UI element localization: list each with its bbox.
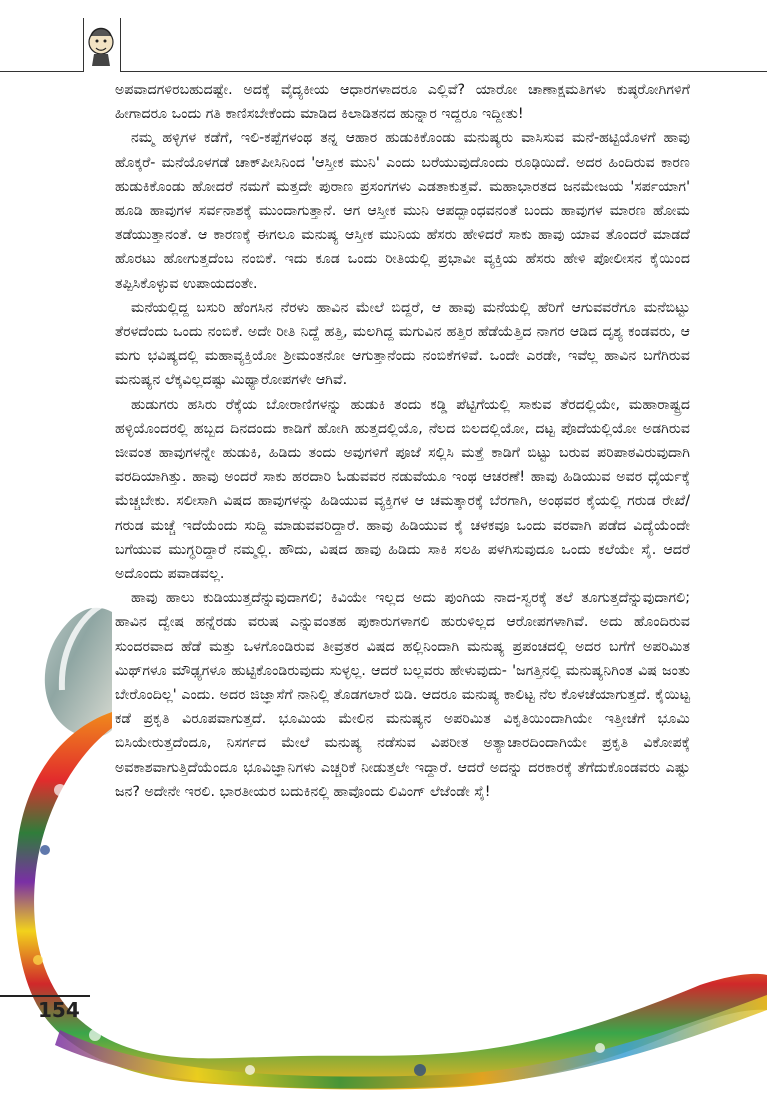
paragraph: ಮನೆಯಲ್ಲಿದ್ದ ಬಸುರಿ ಹೆಂಗಸಿನ ನೆರಳು ಹಾವಿನ ಮೇಲೆ ಬಿದ್ದರೆ, ಆ ಹಾವು ಮನೆಯಲ್ಲಿ ಹೆರಿಗೆ ಆಗುವವರೆಗೂ ಮನೆಬಿಟ್ಟು ತೆರಳದೆಂದು ಒಂದು ನಂಬಿಕೆ. ಅದೇ ರೀತಿ ನಿದ್ದೆ ಹತ್ತಿ, ಮಲಗಿದ್ದ ಮಗುವಿನ ಹತ್ತಿರ ಹೆಡೆಯೆತ್ತಿದ ನಾಗರ ಆಡಿದ ದೃಶ್ಯ ಕಂಡವರು, ಆ ಮಗು ಭವಿಷ್ಯದಲ್ಲಿ ಮಹಾವ್ಯಕ್ತಿಯೋ ಶ್ರೀಮಂತನೋ ಆಗುತ್ತಾನೆಂದು ನಂಬಿಕೆಗಳಿವೆ. ಒಂದೇ ಎರಡೇ, ಇವೆಲ್ಲ ಹಾವಿನ ಬಗೆಗಿರುವ ಮನುಷ್ಯನ ಲೆಕ್ಕವಿಲ್ಲದಷ್ಟು ಮಿಥ್ಯಾರೋಪಗಳೇ ಆಗಿವೆ. [115, 299, 690, 389]
paragraph: ನಮ್ಮ ಹಳ್ಳಿಗಳ ಕಡೆಗೆ, ಇಲಿ-ಕಪ್ಪೆಗಳಂಥ ತನ್ನ ಆಹಾರ ಹುಡುಕಿಕೊಂಡು ಮನುಷ್ಯರು ವಾಸಿಸುವ ಮನೆ-ಹಟ್ಟಿಯೊಳಗೆ ಹಾವು ಹೊಕ್ಕರೆ- ಮನೆಯೊಳಗಡೆ ಚಾಕ್‌ಪೀಸಿನಿಂದ 'ಆಸ್ತೀಕ ಮುನಿ' ಎಂದು ಬರೆಯುವುದೊಂದು ರೂಢಿಯಿದೆ. ಅದರ ಹಿಂದಿರುವ ಕಾರಣ ಹುಡುಕಿಕೊಂಡು ಹೋದರೆ ನಮಗೆ ಮತ್ತದೇ ಪುರಾಣ ಪ್ರಸಂಗಗಳು ಎಡತಾಕುತ್ತವೆ. ಮಹಾಭಾರತದ ಜನಮೇಜಯ 'ಸರ್ಪಯಾಗ' ಹೂಡಿ ಹಾವುಗಳ ಸರ್ವನಾಶಕ್ಕೆ ಮುಂದಾಗುತ್ತಾನೆ. ಆಗ ಆಸ್ತೀಕ ಮುನಿ ಆಪದ್ಬಾಂಧವನಂತೆ ಬಂದು ಹಾವುಗಳ ಮಾರಣ ಹೋಮ ತಡೆಯುತ್ತಾನಂತೆ. ಆ ಕಾರಣಕ್ಕೆ ಈಗಲೂ ಮನುಷ್ಯ ಆಸ್ತೀಕ ಮುನಿಯ ಹೆಸರು ಹೇಳಿದರೆ ಸಾಕು ಹಾವು ಯಾವ ತೊಂದರೆ ಮಾಡದೆ ಹೊರಟು ಹೋಗುತ್ತದೆಂಬ ನಂಬಿಕೆ. ಇದು ಕೂಡ ಒಂದು ರೀತಿಯಲ್ಲಿ ಪ್ರಭಾವೀ ವ್ಯಕ್ತಿಯ ಹೆಸರು ಹೇಳಿ ಪೋಲೀಸನ ಕೈಯಿಂದ ತಪ್ಪಿಸಿಕೊಳ್ಳುವ ಉಪಾಯದಂತೇ. [115, 130, 690, 292]
cartoon-face-icon [86, 20, 116, 68]
page-number-rule [0, 995, 90, 997]
page-number: 154 [38, 998, 80, 1022]
paragraph: ಹುಡುಗರು ಹಸಿರು ರೆಕ್ಕೆಯ ಬೋರಾಣಿಗಳನ್ನು ಹುಡುಕಿ ತಂದು ಕಡ್ಡಿ ಪೆಟ್ಟಿಗೆಯಲ್ಲಿ ಸಾಕುವ ತೆರದಲ್ಲಿಯೇ, ಮಹಾರಾಷ್ಟ್ರದ ಹಳ್ಳಿಯೊಂದರಲ್ಲಿ ಹಬ್ಬದ ದಿನದಂದು ಕಾಡಿಗೆ ಹೋಗಿ ಹುತ್ತದಲ್ಲಿಯೊ, ನೆಲದ ಬಿಲದಲ್ಲಿಯೋ, ದಟ್ಟ ಪೊದೆಯಲ್ಲಿಯೋ ಅಡಗಿರುವ ಜೀವಂತ ಹಾವುಗಳನ್ನೇ ಹುಡುಕಿ, ಹಿಡಿದು ತಂದು ಅವುಗಳಿಗೆ ಪೂಜೆ ಸಲ್ಲಿಸಿ ಮತ್ತೆ ಕಾಡಿಗೆ ಬಿಟ್ಟು ಬರುವ ಪರಿಪಾಠವಿರುವುದಾಗಿ ವರದಿಯಾಗಿತ್ತು. ಹಾವು ಅಂದರೆ ಸಾಕು ಹರದಾರಿ ಓಡುವವರ ನಡುವೆಯೂ ಇಂಥ ಆಚರಣೆ! ಹಾವು ಹಿಡಿಯುವ ಅವರ ಧೈರ್ಯಕ್ಕೆ ಮೆಚ್ಚಬೇಕು. ಸಲೀಸಾಗಿ ವಿಷದ ಹಾವುಗಳನ್ನು ಹಿಡಿಯುವ ವ್ಯಕ್ತಿಗಳ ಆ ಚಮತ್ಕಾರಕ್ಕೆ ಬೆರಗಾಗಿ, ಅಂಥವರ ಕೈಯಲ್ಲಿ ಗರುಡ ರೇಖೆ/ಗರುಡ ಮಚ್ಚೆ ಇದೆಯೆಂದು ಸುದ್ದಿ ಮಾಡುವವರಿದ್ದಾರೆ. ಹಾವು ಹಿಡಿಯುವ ಕೈ ಚಳಕವೂ ಒಂದು ವರವಾಗಿ ಪಡೆದ ವಿದ್ಯೆಯೆಂದೇ ಬಗೆಯುವ ಮುಗ್ಧರಿದ್ದಾರೆ ನಮ್ಮಲ್ಲಿ. ಹೌದು, ವಿಷದ ಹಾವು ಹಿಡಿದು ಸಾಕಿ ಸಲಹಿ ಪಳಗಿಸುವುದೂ ಒಂದು ಕಲೆಯೇ ಸೈ. ಆದರೆ ಅದೊಂದು ಪವಾಡವಲ್ಲ. [115, 396, 690, 583]
article-body [115, 78, 690, 804]
paragraph: ಅಪವಾದಗಳಿರಬಹುದಷ್ಟೇ. ಅದಕ್ಕೆ ವೈದ್ಯಕೀಯ ಆಧಾರಗಳಾದರೂ ಎಲ್ಲಿವೆ? ಯಾರೋ ಚಾಣಾಕ್ಷಮತಿಗಳು ಕುಷ್ಠರೋಗಿಗಳಿಗೆ ಹೀಗಾದರೂ ಒಂದು ಗತಿ ಕಾಣಿಸಬೇಕೆಂದು ಮಾಡಿದ ಕಿಲಾಡಿತನದ ಹುನ್ನಾರ ಇದ್ದರೂ ಇದ್ದೀತು! [115, 82, 690, 123]
paragraph: ಹಾವು ಹಾಲು ಕುಡಿಯುತ್ತದೆನ್ನುವುದಾಗಲಿ; ಕಿವಿಯೇ ಇಲ್ಲದ ಅದು ಪುಂಗಿಯ ನಾದ-ಸ್ವರಕ್ಕೆ ತಲೆ ತೂಗುತ್ತದೆನ್ನುವುದಾಗಲಿ; ಹಾವಿನ ದ್ವೇಷ ಹನ್ನೆರಡು ವರುಷ ಎನ್ನುವಂತಹ ಪುಕಾರುಗಳಾಗಲಿ ಹುರುಳಿಲ್ಲದ ಆರೋಪಗಳಾಗಿವೆ. ಅದು ಹೊಂದಿರುವ ಸುಂದರವಾದ ಹೆಡೆ ಮತ್ತು ಒಳಗೊಂಡಿರುವ ತೀವ್ರತರ ವಿಷದ ಹಲ್ಲಿನಿಂದಾಗಿ ಮನುಷ್ಯ ಪ್ರಪಂಚದಲ್ಲಿ ಅದರ ಬಗೆಗೆ ಅಪರಿಮಿತ ಮಿಥ್‌ಗಳೂ ಮೌಢ್ಯಗಳೂ ಹುಟ್ಟಿಕೊಂಡಿರುವುದು ಸುಳ್ಳಲ್ಲ. ಆದರೆ ಬಲ್ಲವರು ಹೇಳುವುದು- 'ಜಗತ್ತಿನಲ್ಲಿ ಮನುಷ್ಯನಿಗಿಂತ ವಿಷ ಜಂತು ಬೇರೊಂದಿಲ್ಲ' ಎಂದು. ಅದರ ಜಿಜ್ಞಾಸೆಗೆ ನಾನಿಲ್ಲಿ ತೊಡಗಲಾರೆ ಬಿಡಿ. ಆದರೂ ಮನುಷ್ಯ ಕಾಲಿಟ್ಟ ನೆಲ ಕೊಳಚೆಯಾಗುತ್ತದೆ. ಕೈಯಿಟ್ಟ ಕಡೆ ಪ್ರಕೃತಿ ವಿರೂಪವಾಗುತ್ತದೆ. ಭೂಮಿಯ ಮೇಲಿನ ಮನುಷ್ಯನ ಅಪರಿಮಿತ ವಿಕೃತಿಯಿಂದಾಗಿಯೇ ಇತ್ತೀಚೆಗೆ ಭೂಮಿ ಬಿಸಿಯೇರುತ್ತದೆಂದೂ, ನಿಸರ್ಗದ ಮೇಲೆ ಮನುಷ್ಯ ನಡೆಸುವ ವಿಪರೀತ ಅತ್ಯಾಚಾರದಿಂದಾಗಿಯೇ ಪ್ರಕೃತಿ ವಿಕೋಪಕ್ಕೆ ಅವಕಾಶವಾಗುತ್ತಿದೆಯೆಂದೂ ಭೂವಿಜ್ಞಾನಿಗಳು ಎಚ್ಚರಿಕೆ ನೀಡುತ್ತಲೇ ಇದ್ದಾರೆ. ಆದರೆ ಅದನ್ನು ದರಕಾರಕ್ಕೆ ತೆಗೆದುಕೊಂಡವರು ಎಷ್ಟು ಜನ? ಅದೇನೇ ಇರಲಿ. ಭಾರತೀಯರ ಬದುಕಿನಲ್ಲಿ ಹಾವೊಂದು ಲಿವಿಂಗ್ ಲೆಜೆಂಡೇ ಸೈ! [115, 590, 690, 800]
